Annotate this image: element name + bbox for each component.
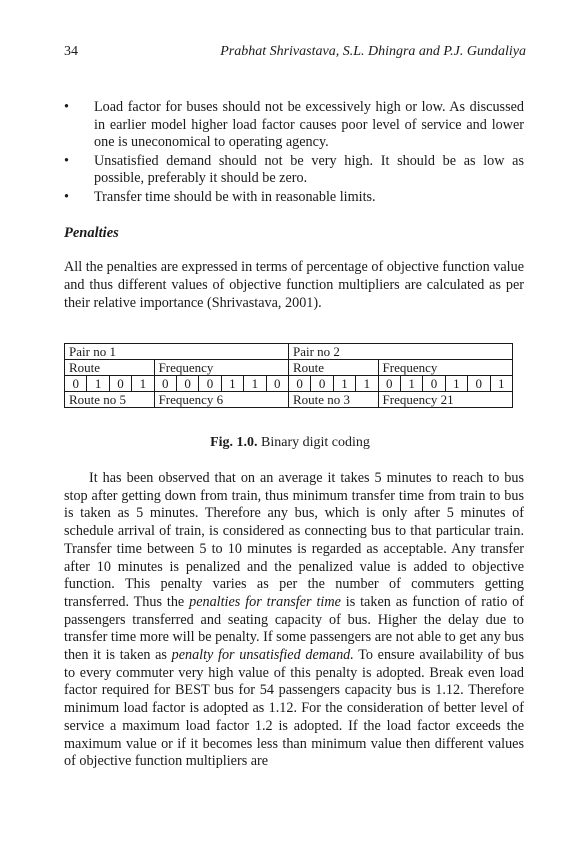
bit-cell: 1: [490, 376, 513, 392]
italic-term: penalties for transfer time: [189, 593, 341, 610]
table-row: [65, 344, 513, 360]
paragraph: [64, 470, 524, 771]
bullet-text: Unsatisfied demand should not be very high. It should be as low as possible, preferably it should be zero.: [94, 152, 524, 187]
bit-cell: 0: [378, 376, 400, 392]
bit-cell: 0: [176, 376, 198, 392]
bit-cell: 0: [199, 376, 221, 392]
page-number: 34: [64, 44, 78, 59]
table-row: [65, 376, 513, 392]
bit-cell: 1: [356, 376, 378, 392]
running-header: Prabhat Shrivastava, S.L. Dhingra and P.J. Gundaliya: [220, 44, 526, 59]
bit-cell: 0: [288, 376, 310, 392]
bit-cell: 0: [311, 376, 333, 392]
bullet-item: [64, 189, 524, 207]
figure-caption: [0, 435, 580, 451]
route-value: Route no 3: [288, 392, 378, 408]
bullet-item: [64, 99, 524, 152]
bit-cell: 1: [221, 376, 243, 392]
route-header: Route: [288, 360, 378, 376]
bit-cell: 0: [65, 376, 87, 392]
table-row: [65, 360, 513, 376]
table-row: [65, 392, 513, 408]
figure-caption-text: Binary digit coding: [261, 435, 370, 450]
bit-cell: 1: [333, 376, 355, 392]
bullet-dot: •: [64, 188, 69, 205]
bullet-dot: •: [64, 152, 69, 169]
bit-cell: 1: [244, 376, 266, 392]
frequency-header: Frequency: [378, 360, 512, 376]
bullet-text: Transfer time should be with in reasonable limits.: [94, 188, 376, 205]
bit-cell: 0: [266, 376, 288, 392]
binary-coding-table: [64, 343, 513, 408]
frequency-header: Frequency: [154, 360, 288, 376]
paragraph-text: is taken as function of ratio of passengers transferred and seating capacity of bus. Higher the delay due to transfer time more will be penalty. If some passengers are not able to get any bus then it is taken as: [64, 593, 524, 664]
bullet-list: [64, 99, 524, 208]
pair-label: Pair no 2: [288, 344, 512, 360]
frequency-value: Frequency 6: [154, 392, 288, 408]
bit-cell: 1: [132, 376, 154, 392]
bullet-dot: •: [64, 99, 69, 115]
route-value: Route no 5: [65, 392, 155, 408]
bit-cell: 0: [423, 376, 445, 392]
bit-cell: 1: [87, 376, 109, 392]
bullet-item: [64, 153, 524, 188]
bit-cell: 1: [445, 376, 467, 392]
route-header: Route: [65, 360, 155, 376]
bit-cell: 0: [154, 376, 176, 392]
frequency-value: Frequency 21: [378, 392, 512, 408]
bullet-text: Load factor for buses should not be excessively high or low. As discussed in earlier model higher load factor causes poor level of service and lower one is uneconomical to operating agency.: [94, 99, 524, 151]
italic-term: penalty for unsatisfied demand.: [171, 647, 354, 664]
bit-cell: 0: [109, 376, 131, 392]
paragraph: All the penalties are expressed in terms of percentage of objective function value and thus different values of objective function multipliers are calculated as per their relative importance (Shrivastava, 2001).: [64, 259, 524, 311]
figure-label: Fig. 1.0.: [210, 435, 258, 450]
pair-label: Pair no 1: [65, 344, 289, 360]
paragraph-text: To ensure availability of bus to every commuter very high value of this penalty is adopted. Break even load factor required for BEST bus for 54 passengers capacity bus is 1.12. Therefore minimum load factor is adopted as 1.12. For the consideration of better level of service a maximum load factor 1.2 is adopted. If the load factor exceeds the maximum value or if it becomes less than minimum value then different values of objective function multipliers are: [64, 647, 524, 770]
bit-cell: 1: [400, 376, 422, 392]
section-heading: Penalties: [64, 225, 119, 241]
paragraph-text: It has been observed that on an average it takes 5 minutes to reach to bus stop after getting down from train, thus minimum transfer time from train to bus is taken as 5 minutes. Therefore any bus, which is only after 5 minutes of schedule arrival of train, is considered as connecting bus to that particular train. Transfer time between 5 to 10 minutes is regarded as acceptable. Any transfer after 10 minutes is penalized and the penalized value is added to objective function. This penalty varies as per the number of commuters getting transferred. Thus the: [64, 470, 524, 610]
bit-cell: 0: [468, 376, 490, 392]
